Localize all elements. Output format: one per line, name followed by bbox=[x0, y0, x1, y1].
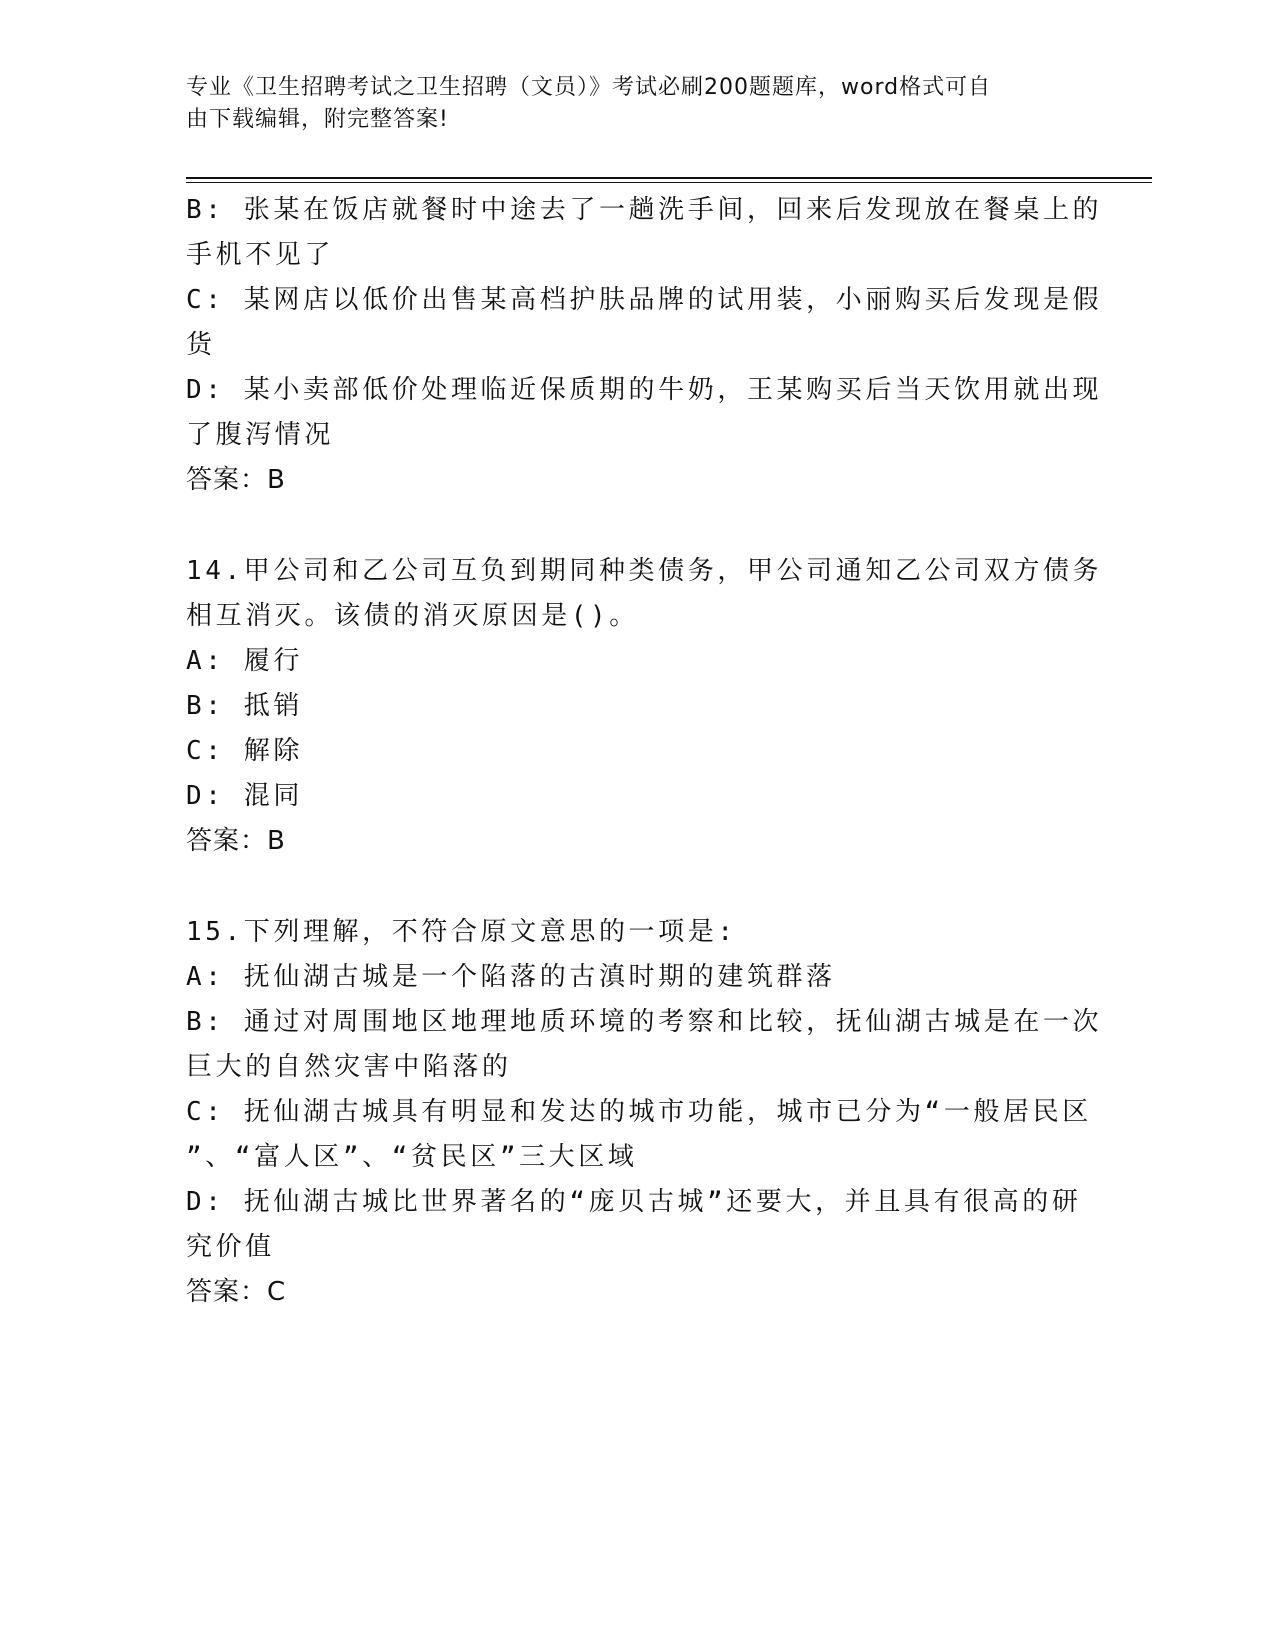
header-line-1: 专业《卫生招聘考试之卫生招聘（文员）》考试必刷200题题库，word格式可自 bbox=[186, 75, 992, 100]
document-header bbox=[186, 72, 1066, 136]
document-body bbox=[186, 188, 1103, 1315]
q15-answer: 答案：C bbox=[186, 1277, 287, 1307]
q13-option-c-line-1: C: 某网店以低价出售某高档护肤品牌的试用装，小丽购买后发现是假 bbox=[186, 285, 1103, 315]
q13-option-d-line-1: D: 某小卖部低价处理临近保质期的牛奶，王某购买后当天饮用就出现 bbox=[186, 375, 1103, 405]
question-13-continued bbox=[186, 188, 1103, 503]
header-line-2: 由下载编辑，附完整答案! bbox=[186, 107, 449, 132]
q14-answer: 答案：B bbox=[186, 826, 286, 856]
question-15 bbox=[186, 910, 1103, 1315]
q14-option-a: A: 履行 bbox=[186, 646, 303, 676]
q13-option-d-line-2: 了腹泻情况 bbox=[186, 420, 335, 450]
q15-option-d-line-1: D: 抚仙湖古城比世界著名的“庞贝古城”还要大，并且具有很高的研 bbox=[186, 1187, 1082, 1217]
q13-option-c-line-2: 货 bbox=[186, 330, 216, 360]
q15-option-b-line-2: 巨大的自然灾害中陷落的 bbox=[186, 1052, 512, 1082]
q15-option-a: A: 抚仙湖古城是一个陷落的古滇时期的建筑群落 bbox=[186, 962, 836, 992]
q14-stem-line-2: 相互消灭。该债的消灭原因是()。 bbox=[186, 601, 639, 631]
q15-option-c-line-2: ”、“富人区”、“贫民区”三大区域 bbox=[186, 1142, 638, 1172]
question-14 bbox=[186, 549, 1103, 864]
q14-option-c: C: 解除 bbox=[186, 736, 303, 766]
header-rule-thin bbox=[186, 182, 1152, 183]
q13-option-b-line-2: 手机不见了 bbox=[186, 240, 335, 270]
q14-option-d: D: 混同 bbox=[186, 781, 303, 811]
spacer bbox=[186, 503, 1076, 549]
spacer bbox=[186, 864, 1076, 910]
q15-option-c-line-1: C: 抚仙湖古城具有明显和发达的城市功能，城市已分为“一般居民区 bbox=[186, 1097, 1092, 1127]
q15-option-d-line-2: 究价值 bbox=[186, 1232, 275, 1262]
q13-answer: 答案：B bbox=[186, 465, 286, 495]
header-rule-thick bbox=[186, 177, 1152, 179]
q14-option-b: B: 抵销 bbox=[186, 691, 303, 721]
q14-stem-line-1: 14.甲公司和乙公司互负到期同种类债务，甲公司通知乙公司双方债务 bbox=[186, 556, 1103, 586]
q15-stem: 15.下列理解，不符合原文意思的一项是: bbox=[186, 917, 737, 947]
q15-option-b-line-1: B: 通过对周围地区地理地质环境的考察和比较，抚仙湖古城是在一次 bbox=[186, 1007, 1103, 1037]
q13-option-b-line-1: B: 张某在饭店就餐时中途去了一趟洗手间，回来后发现放在餐桌上的 bbox=[186, 195, 1103, 225]
